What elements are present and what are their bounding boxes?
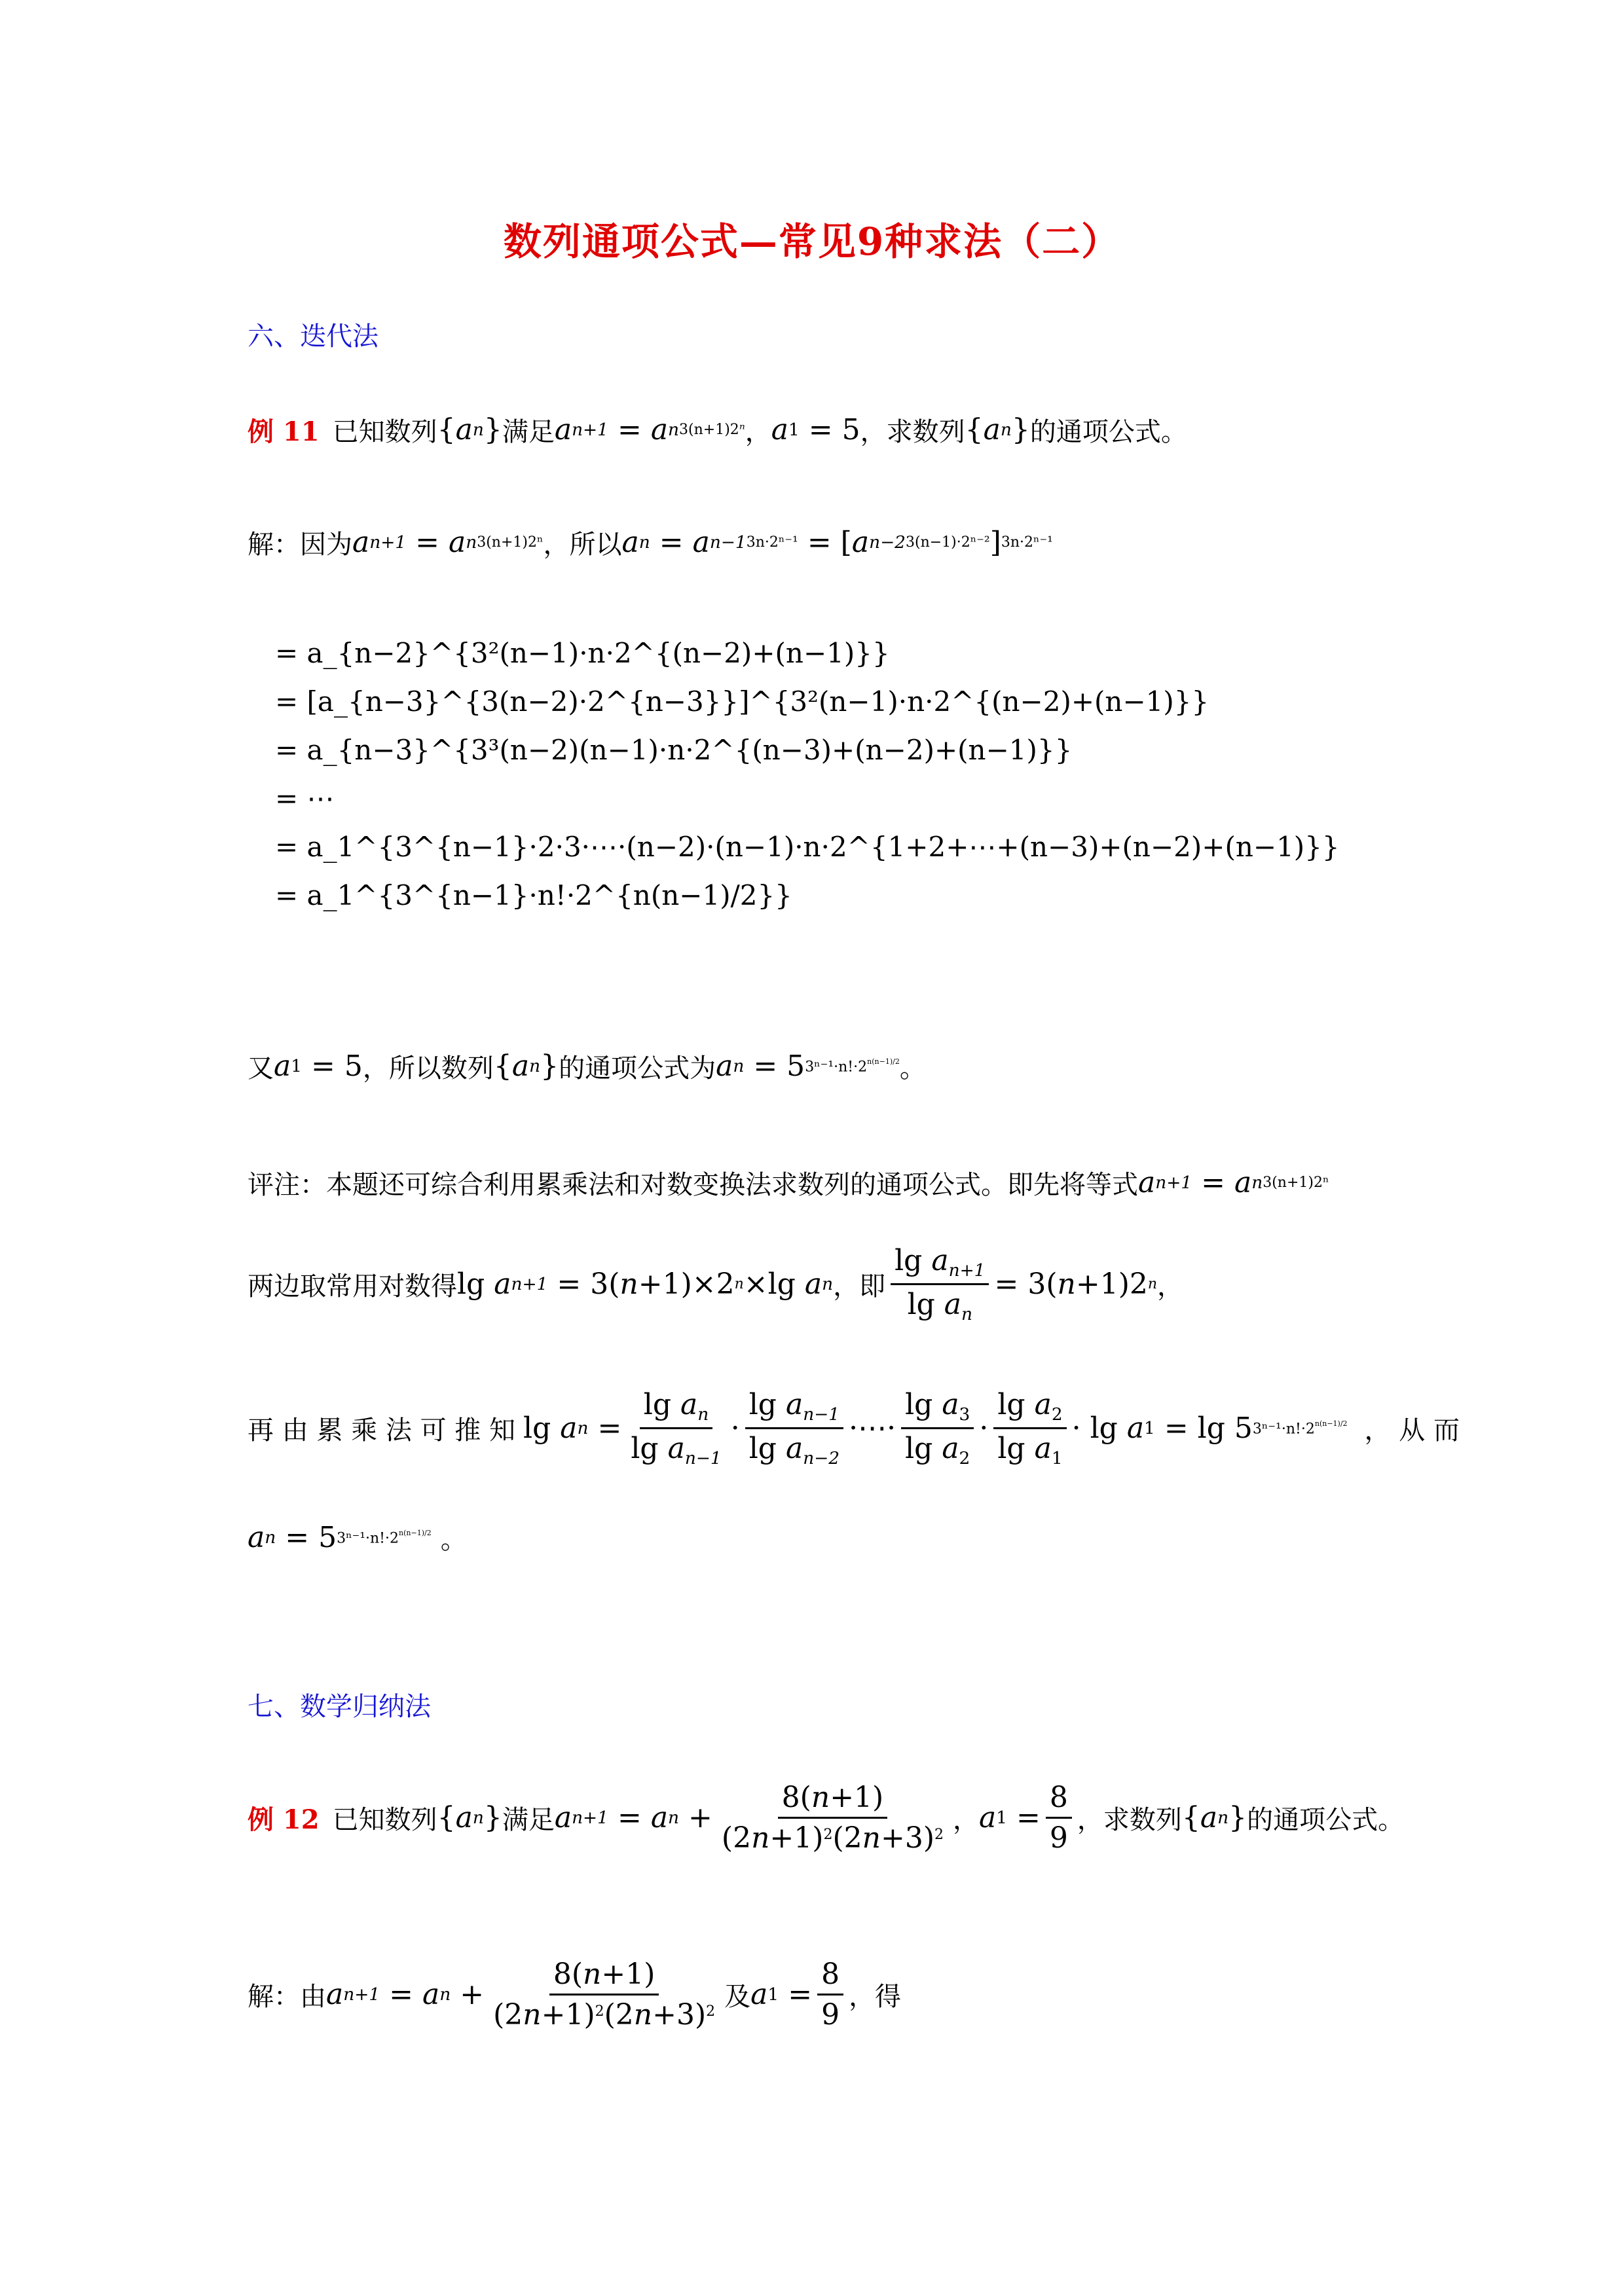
- math-seq: { a n }: [437, 413, 502, 446]
- math-general-term-11: a n = 5 $3^{n-1}\cdot n!\cdot 2^{n(n-1)/2}$: [716, 1049, 900, 1083]
- math-initial: a 1 = 5: [771, 413, 860, 446]
- solution-12-intro: 解：由 a n+1 = a n + $\frac{8(n+1)}{(2n+1)^2(2n+3)^2}$ 及 a 1 = $\frac{8}{9}$ ，得: [248, 1958, 902, 2032]
- math-iteration-first: a n = a n−1 3n·2ⁿ⁻¹ = [ a n−2 3(n−1)·2ⁿ⁻² ] 3n·2ⁿ⁻¹: [621, 526, 1053, 559]
- derivation-step: = a_{n−3}^{3³(n−2)(n−1)·n·2^{(n−3)+(n−2)+(n−1)}}: [275, 733, 1073, 766]
- derivation-step: = a_1^{3^{n−1}·n!·2^{n(n−1)/2}}: [275, 879, 792, 911]
- example-12-label: 例 12: [248, 1804, 320, 1835]
- comment-line-2: 两边取常用对数得 lg a n+1 = 3( n +1)×2 n ×lg a n ，即 $\frac{\lg a_{n+1}}{\lg a_n}$ = 3( n +1)2 n ，: [248, 1244, 1184, 1325]
- derivation-step: = a_1^{3^{n−1}·2·3·⋯·(n−2)·(n−1)·n·2^{1+2+⋯+(n−3)+(n−2)+(n−1)}}: [275, 830, 1340, 863]
- derivation-step: = ⋯: [275, 782, 335, 814]
- math-product-chain: lg a n = $\frac{\lg a_n}{\lg a_{n-1}}$ · $\frac{\lg a_{n-1}}{\lg a_{n-2}}$ ·⋯· $\frac{\lg a_3}{\lg a_2}$ · $\frac{\lg a_2}{\lg a_1}$ · lg a 1 = lg 5 $3^{n-1}\cdot n!\cdot 2^{n(n-1)/2}$: [523, 1388, 1348, 1469]
- math-recurrence-12: a n+1 = a n + $\frac{8(n+1)}{(2n+1)^2(2n+3)^2}$: [554, 1781, 944, 1855]
- derivation-steps: [275, 629, 1340, 919]
- example-11-label: 例 11: [248, 416, 320, 447]
- example-11-statement: 例 11 已知数列 { a n } 满足 a n+1 = a n 3(n+1)2ⁿ ， a 1 = 5 ，求数列 { a n } 的通项公式。: [248, 411, 1187, 448]
- comment-line-3: 再 由 累 乘 法 可 推 知 lg a n = $\frac{\lg a_n}{\lg a_{n-1}}$ · $\frac{\lg a_{n-1}}{\lg a_{n-2}}$ ·⋯· $\frac{\lg a_3}{\lg a_2}$ · $\frac{\lg a_2}{\lg a_1}$ · lg a 1 = lg 5 $3^{n-1}\cdot n!\cdot 2^{n(n-1)/2}$ ， 从 而: [248, 1388, 1460, 1469]
- section-heading-induction: 七、数学归纳法: [248, 1692, 431, 1722]
- section-heading-iteration: 六、迭代法: [248, 321, 378, 352]
- solution-11-intro: 解：因为 a n+1 = a n 3(n+1)2ⁿ ，所以 a n = a n−1 3n·2ⁿ⁻¹ = [ a n−2 3(n−1)·2ⁿ⁻² ] 3n·2ⁿ⁻¹: [248, 526, 1053, 560]
- example-12-statement: 例 12 已知数列 { a n } 满足 a n+1 = a n + $\frac{8(n+1)}{(2n+1)^2(2n+3)^2}$ ， a 1 = $\frac{8}{9}$ ，求数列 { a n } 的通项公式。: [248, 1781, 1405, 1855]
- comment-line-4: a n = 5 $3^{n-1}\cdot n!\cdot 2^{n(n-1)/2}$ 。: [248, 1521, 467, 1555]
- conclusion-11: 又 a 1 = 5 ，所以数列 { a n } 的通项公式为 a n = 5 $3^{n-1}\cdot n!\cdot 2^{n(n-1)/2}$ 。: [248, 1049, 926, 1084]
- math-recurrence: a n+1 = a n 3(n+1)2ⁿ: [554, 413, 745, 446]
- page-title: 数列通项公式—常见9种求法（二）: [503, 219, 1121, 264]
- derivation-step: = a_{n−2}^{3²(n−1)·n·2^{(n−2)+(n−1)}}: [275, 636, 890, 669]
- derivation-step: = [a_{n−3}^{3(n−2)·2^{n−3}}]^{3²(n−1)·n·2^{(n−2)+(n−1)}}: [275, 685, 1209, 718]
- comment-line-1: 评注：本题还可综合利用累乘法和对数变换法求数列的通项公式。即先将等式 a n+1 = a n 3(n+1)2ⁿ: [248, 1166, 1329, 1200]
